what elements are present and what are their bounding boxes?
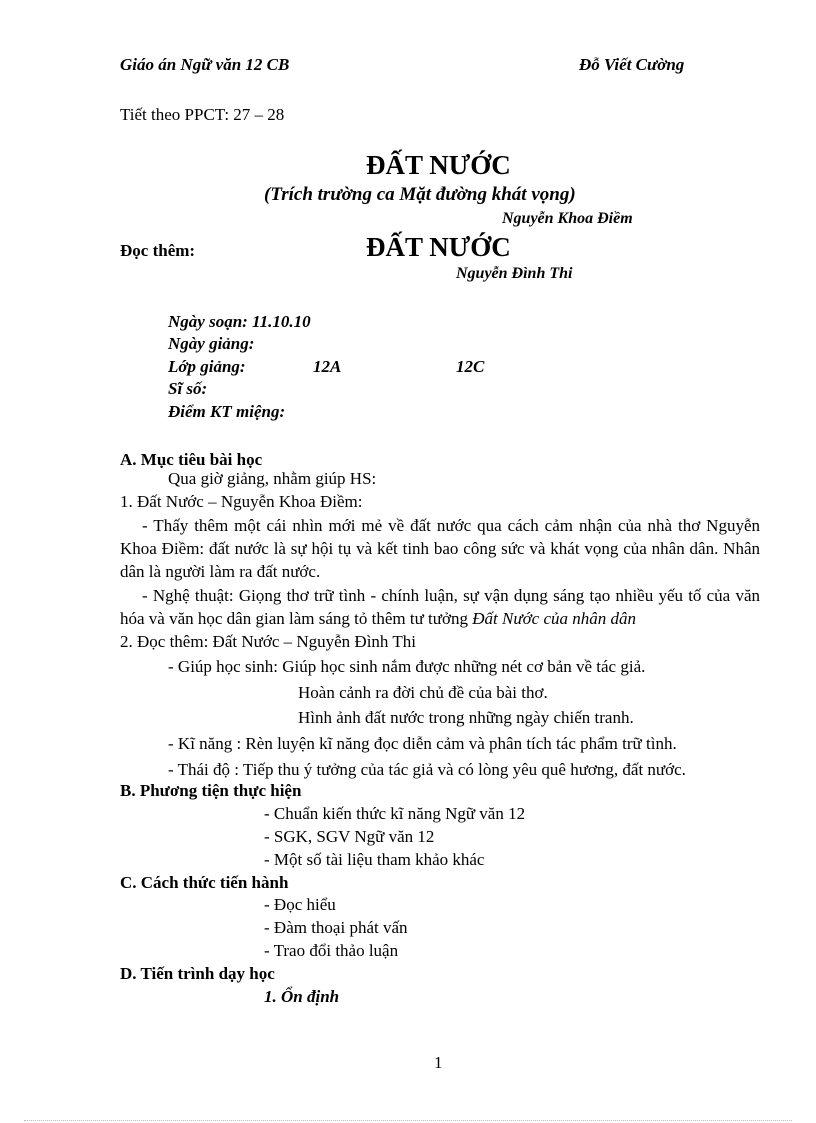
section-c-heading: C. Cách thức tiến hành: [120, 873, 289, 892]
section-a-item1-paragraph1: - Thấy thêm một cái nhìn mới mẻ về đất nước qua cách cảm nhận của nhà thơ Nguyễn Khoa Điềm: đất nước là sự hội tụ và kết tinh bao công sức và khát vọng của nhân dân. Nhân dân là người làm ra đất nước.: [120, 516, 760, 581]
section-c-item: - Đàm thoại phát vấn: [264, 918, 408, 937]
section-a-help-2: Hoàn cảnh ra đời chủ đề của bài thơ.: [298, 683, 548, 702]
section-a-intro: Qua giờ giảng, nhằm giúp HS:: [168, 469, 377, 488]
section-b-item: - Một số tài liệu tham khảo khác: [264, 850, 485, 869]
author-1: Nguyễn Khoa Điềm: [502, 210, 633, 227]
page-bottom-divider: [24, 1120, 792, 1121]
student-count: Sĩ số:: [168, 379, 208, 398]
prep-date: Ngày soạn: 11.10.10: [168, 312, 311, 331]
section-a-item2-title: 2. Đọc thêm: Đất Nước – Nguyễn Đình Thi: [120, 632, 416, 651]
section-a-item1-paragraph2: [120, 584, 760, 630]
header-right: Đỗ Viết Cường: [579, 55, 685, 74]
section-a-item1-title: 1. Đất Nước – Nguyễn Khoa Điềm:: [120, 492, 363, 511]
teach-date: Ngày giảng:: [168, 334, 255, 353]
section-d-heading: D. Tiến trình dạy học: [120, 964, 275, 983]
class-label: Lớp giảng:: [168, 357, 246, 376]
section-d-item1: 1. Ổn định: [264, 987, 340, 1006]
oral-score: Điểm KT miệng:: [168, 402, 286, 421]
read-more-label: Đọc thêm:: [120, 241, 196, 260]
author-2: Nguyễn Đình Thi: [456, 265, 573, 282]
section-b-item: - SGK, SGV Ngữ văn 12: [264, 827, 435, 846]
header-left: Giáo án Ngữ văn 12 CB: [120, 55, 290, 74]
section-a-skill: - Kĩ năng : Rèn luyện kĩ năng đọc diễn cảm và phân tích tác phẩm trữ tình.: [168, 734, 677, 753]
section-c-item: - Trao đổi thảo luận: [264, 941, 399, 960]
class-a: 12A: [313, 357, 342, 376]
art-italic-text: Đất Nước của nhân dân: [472, 609, 637, 628]
class-c: 12C: [456, 357, 485, 376]
title-1: ĐẤT NƯỚC: [366, 150, 511, 180]
section-b-item: - Chuẩn kiến thức kĩ năng Ngữ văn 12: [264, 804, 526, 823]
art-text: - Nghệ thuật: Giọng thơ trữ tình - chính luận, sự vận dụng sáng tạo nhiều yếu tố của văn hóa và văn học dân gian làm sáng tỏ thêm tư tưởng: [120, 586, 760, 628]
subtitle-1: (Trích trường ca Mặt đường khát vọng): [264, 184, 576, 205]
title-2: ĐẤT NƯỚC: [366, 232, 511, 262]
section-b-heading: B. Phương tiện thực hiện: [120, 781, 302, 800]
section-a-help-3: Hình ảnh đất nước trong những ngày chiến tranh.: [298, 708, 634, 727]
section-a-help: - Giúp học sinh: Giúp học sinh nắm được những nét cơ bản về tác giả.: [168, 657, 646, 676]
section-c-item: - Đọc hiểu: [264, 895, 336, 914]
page-number: 1: [434, 1053, 443, 1072]
section-a-heading: A. Mục tiêu bài học: [120, 450, 263, 469]
period-line: Tiết theo PPCT: 27 – 28: [120, 105, 285, 124]
section-a-attitude: - Thái độ : Tiếp thu ý tưởng của tác giả và có lòng yêu quê hương, đất nước.: [168, 760, 686, 779]
